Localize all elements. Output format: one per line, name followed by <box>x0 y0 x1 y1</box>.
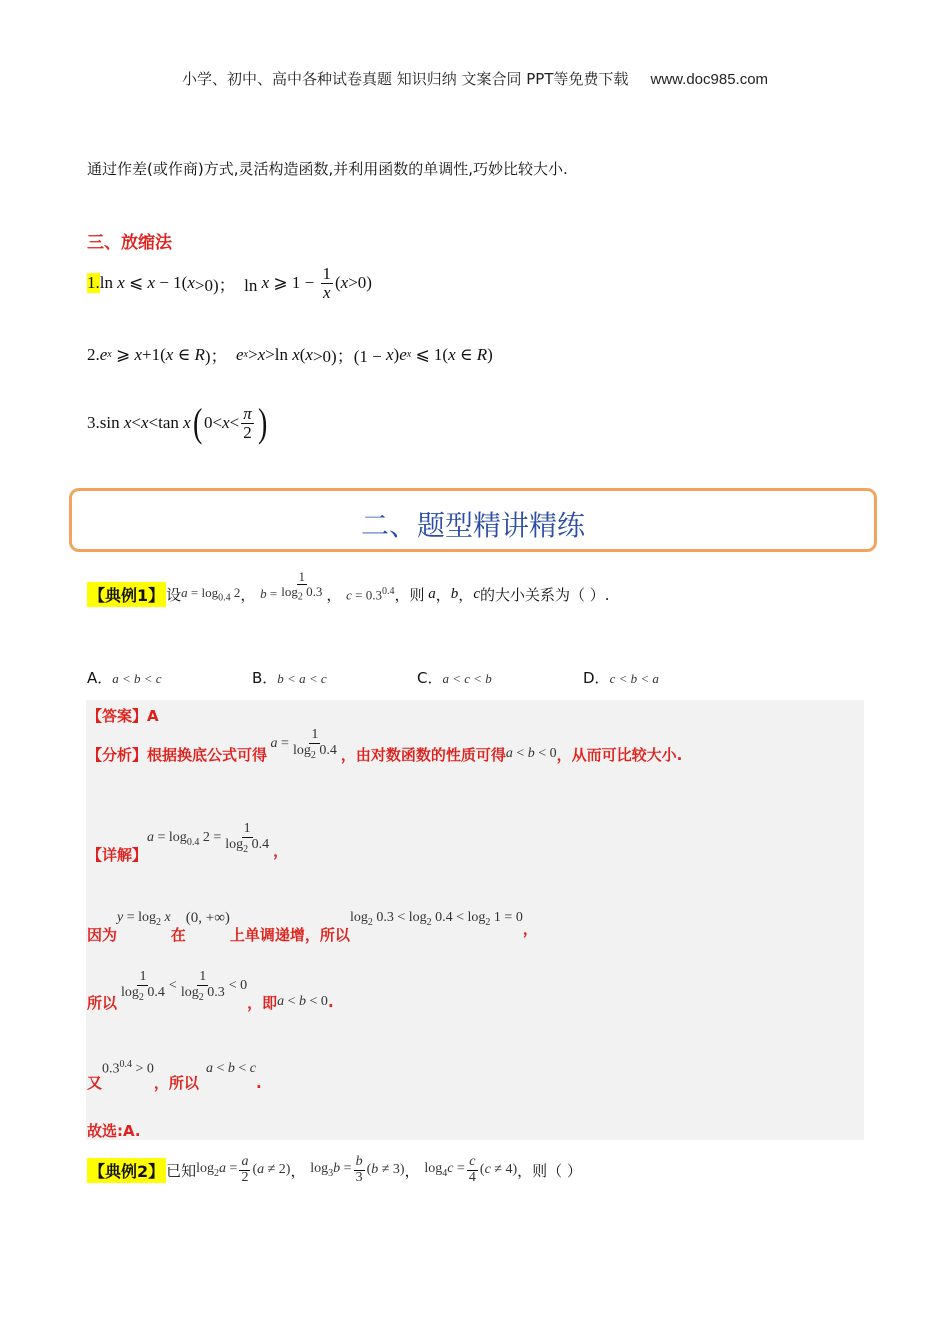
example-1-tail: 的大小关系为（ ）. <box>479 585 610 604</box>
because-line: 因为 $y = \log_2 x$ 在 (0, +∞) 上单调递增，所以 $\log_2 0.3 < \log_2 0.4 < \log_2 1 = 0$ ， <box>87 909 538 944</box>
intro-paragraph: 通过作差(或作商)方式,灵活构造函数,并利用函数的单调性,巧妙比较大小. <box>87 160 568 178</box>
option-a[interactable]: A．a < b < c <box>87 669 162 687</box>
example-1-label: 【典例1】 <box>87 582 166 607</box>
section-title-scaling: 三、放缩法 <box>87 233 172 253</box>
formula-3-number: 3. <box>87 413 100 432</box>
analysis-line: 【分析】 根据换底公式可得 a = $\frac{1}{\log_2 0.4}$ ，由对数函数的性质可得 a < b < 0 ，从而可比较大小. <box>87 727 683 764</box>
page-header <box>0 68 950 89</box>
header-url[interactable]: www.doc985.com <box>650 71 769 88</box>
formula-2: 2. e x ⩾ x +1( x ∈ R )； e x > x >ln x ( x >0)；(1 − x ) e x ⩽ 1( x ∈ R ) <box>87 344 493 366</box>
option-c[interactable]: C．a < c < b <box>417 669 492 687</box>
choose-line: 故选:A. <box>87 1122 141 1140</box>
formula-1-number: 1. <box>87 273 100 293</box>
example-1-set: 设 <box>166 585 182 604</box>
formula-2-number: 2. <box>87 344 100 364</box>
example-1-rel: ，则 <box>394 585 425 604</box>
option-d[interactable]: D．c < b < a <box>583 669 659 687</box>
detail-line: 【详解】 $a = \log_{0.4} 2$ = $\frac{1}{\log_2 0.4}$ ， <box>87 821 289 864</box>
example-2-label: 【典例2】 <box>87 1158 166 1183</box>
example-2: 【典例2】 已知 $\log_2a$ = $\frac{a}{2}$ (a ≠ 2) ， $\log_3b$ = $\frac{b}{3}$ (b ≠ 3) ， $\log_4c$ = $\frac{c}{4}$ (c ≠ 4) ，则（ ） <box>89 1154 582 1185</box>
so-line: 所以 $\frac{1}{\log_2 0.4}$ < $\frac{1}{\log_2 0.3}$ < 0 ，即 a < b < 0 . <box>87 969 334 1012</box>
answer-value: A <box>147 706 159 725</box>
header-text: 小学、初中、高中各种试卷真题 知识归纳 文案合同 PPT等免费下载 <box>181 70 629 88</box>
example-1: 【典例1】 设 $a = \log_{0.4} 2$ ， b = $\frac{1}{\log_2 0.3}$ ， $c = 0.3^{0.4}$ ，则 a ， b ， c 的大小关系为（ ）. <box>89 569 610 605</box>
formula-1: 1. ln x ⩽ x − 1( x >0)； ln x ⩾ 1 − $\frac{1}{x}$ ( x >0) <box>87 264 372 302</box>
section-title-types: 二、题型精讲精练 <box>360 509 585 542</box>
also-line: 又 $0.3^{0.4} > 0$ ，所以 a < b < c . <box>87 1059 262 1092</box>
option-b[interactable]: B．b < a < c <box>252 669 327 687</box>
answer-line: 【答案】 A <box>87 706 159 725</box>
formula-3: 3. sin x < x <tan x ( 0< x < $\frac{\pi}{2}$ ) <box>87 400 268 445</box>
